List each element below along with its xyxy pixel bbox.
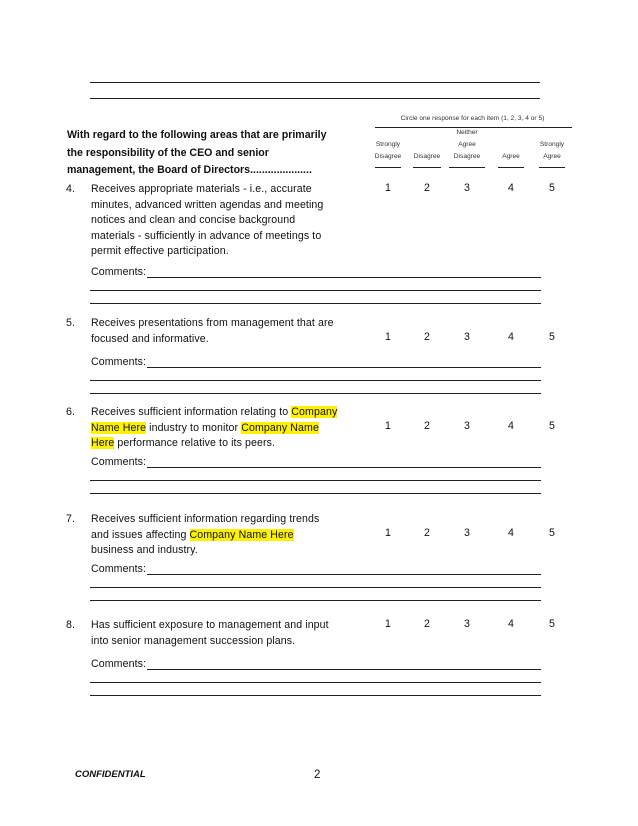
item-number: 7. [66, 513, 76, 525]
scale-header-line: Strongly [539, 141, 565, 148]
item-number: 6. [66, 406, 76, 418]
rating-option-3[interactable]: 3 [464, 420, 470, 432]
rating-option-2[interactable]: 2 [424, 527, 430, 539]
rating-option-2[interactable]: 2 [424, 420, 430, 432]
top-rule-1 [90, 82, 540, 83]
comments-field-line-2[interactable] [90, 682, 541, 683]
scale-header-line: Disagree [413, 153, 441, 160]
item-text-segment: Receives sufficient information relating to [91, 406, 292, 418]
item-text-line [91, 213, 295, 229]
comments-field-line-1[interactable] [147, 277, 541, 278]
item-text-line [91, 436, 275, 452]
scale-header-line: Disagree [453, 153, 481, 160]
comments-field-line-2[interactable] [90, 480, 541, 481]
rating-option-1[interactable]: 1 [385, 618, 391, 630]
rating-option-2[interactable]: 2 [424, 331, 430, 343]
rating-option-3[interactable]: 3 [464, 182, 470, 194]
item-text-line [91, 182, 312, 198]
placeholder-highlight: Company [291, 406, 338, 418]
comments-field-line-3[interactable] [90, 393, 541, 394]
item-text-line [91, 316, 334, 332]
comments-label: Comments: [91, 658, 147, 670]
comments-field-line-3[interactable] [90, 493, 541, 494]
item-text-segment: Has sufficient exposure to management and input [91, 619, 329, 631]
scale-header-line: Disagree [374, 153, 402, 160]
scale-header-line [527, 127, 577, 139]
item-text-line [91, 634, 295, 650]
comments-label: Comments: [91, 356, 147, 368]
intro-line-3: management, the Board of Directors..................... [67, 164, 312, 176]
item-text-segment: notices and clean and concise background [91, 214, 296, 226]
rating-option-1[interactable]: 1 [385, 527, 391, 539]
rating-option-5[interactable]: 5 [549, 331, 555, 343]
comments-field-line-3[interactable] [90, 695, 541, 696]
comments-field-line-2[interactable] [90, 587, 541, 588]
scale-header-line: Agree [458, 141, 476, 148]
rating-option-3[interactable]: 3 [464, 527, 470, 539]
item-text-line [91, 512, 319, 528]
comments-field-line-1[interactable] [147, 669, 541, 670]
placeholder-highlight: Company Name Here [189, 528, 294, 541]
comments-label: Comments: [91, 563, 147, 575]
item-text-segment: Receives sufficient information regarding trends [91, 513, 320, 525]
intro-line-1: With regard to the following areas that are primarily [67, 129, 327, 141]
rating-option-1[interactable]: 1 [385, 331, 391, 343]
rating-option-3[interactable]: 3 [464, 331, 470, 343]
comments-field-line-3[interactable] [90, 600, 541, 601]
rating-option-4[interactable]: 4 [508, 527, 514, 539]
item-text-line [91, 421, 319, 437]
item-text-segment: materials - sufficiently in advance of meetings to [91, 229, 322, 242]
scale-header-line: Agree [543, 153, 561, 160]
rating-option-1[interactable]: 1 [385, 182, 391, 194]
placeholder-highlight: Name Here [91, 421, 147, 434]
item-text-line [91, 405, 337, 421]
rating-option-5[interactable]: 5 [549, 420, 555, 432]
scale-header-underline [449, 167, 485, 168]
scale-header-line: Neither [456, 129, 478, 136]
page-number: 2 [314, 769, 321, 781]
comments-field-line-1[interactable] [147, 367, 541, 368]
item-text-line [91, 543, 198, 559]
rating-option-5[interactable]: 5 [549, 618, 555, 630]
item-text-segment: business and industry. [91, 544, 198, 556]
item-text-segment: Receives appropriate materials - i.e., accurate [91, 183, 312, 195]
section-intro [67, 127, 327, 180]
item-text-segment: focused and informative. [91, 332, 209, 345]
rating-option-2[interactable]: 2 [424, 182, 430, 194]
comments-field-line-3[interactable] [90, 303, 541, 304]
rating-option-4[interactable]: 4 [508, 420, 514, 432]
scale-header-line: Strongly [375, 141, 401, 148]
item-number: 4. [66, 183, 76, 195]
item-text-segment: industry to monitor [146, 421, 242, 434]
item-number: 8. [66, 619, 76, 631]
placeholder-highlight: Company Name [241, 421, 319, 434]
item-text-segment: permit effective participation. [91, 245, 229, 257]
placeholder-highlight: Here [91, 437, 115, 449]
response-instructions: Circle one response for each item (1, 2, 3, 4 or 5) [400, 115, 545, 122]
rating-option-4[interactable]: 4 [508, 331, 514, 343]
item-text-segment: into senior management succession plans. [91, 634, 296, 647]
rating-option-5[interactable]: 5 [549, 527, 555, 539]
rating-option-1[interactable]: 1 [385, 420, 391, 432]
rating-option-2[interactable]: 2 [424, 618, 430, 630]
scale-header-underline [413, 167, 441, 168]
item-text-segment: performance relative to its peers. [114, 437, 276, 449]
scale-header-3 [442, 127, 492, 163]
intro-line-2: the responsibility of the CEO and senior [67, 146, 269, 159]
item-text-segment: and issues affecting [91, 528, 190, 541]
rating-option-3[interactable]: 3 [464, 618, 470, 630]
item-text-line [91, 198, 323, 214]
item-text-line [91, 528, 294, 544]
item-text-line [91, 229, 321, 245]
item-text-line [91, 618, 329, 634]
item-number: 5. [66, 317, 76, 329]
rating-option-5[interactable]: 5 [549, 182, 555, 194]
scale-header-underline [539, 167, 565, 168]
item-text-segment: Receives presentations from management that are [91, 317, 334, 329]
comments-field-line-2[interactable] [90, 380, 541, 381]
scale-header-5 [527, 127, 577, 163]
comments-label: Comments: [91, 456, 147, 468]
item-text-segment: minutes, advanced written agendas and meeting [91, 198, 324, 211]
scale-header-line: Agree [502, 153, 520, 160]
comments-field-line-2[interactable] [90, 290, 541, 291]
confidential-label: CONFIDENTIAL [75, 769, 146, 780]
rating-option-4[interactable]: 4 [508, 618, 514, 630]
top-rule-2 [90, 98, 540, 99]
rating-option-4[interactable]: 4 [508, 182, 514, 194]
comments-field-line-1[interactable] [147, 574, 541, 575]
comments-field-line-1[interactable] [147, 467, 541, 468]
comments-label: Comments: [91, 266, 147, 278]
scale-header-underline [375, 167, 401, 168]
item-text-line [91, 244, 229, 260]
item-text-line [91, 332, 209, 348]
scale-header-underline [498, 167, 524, 168]
